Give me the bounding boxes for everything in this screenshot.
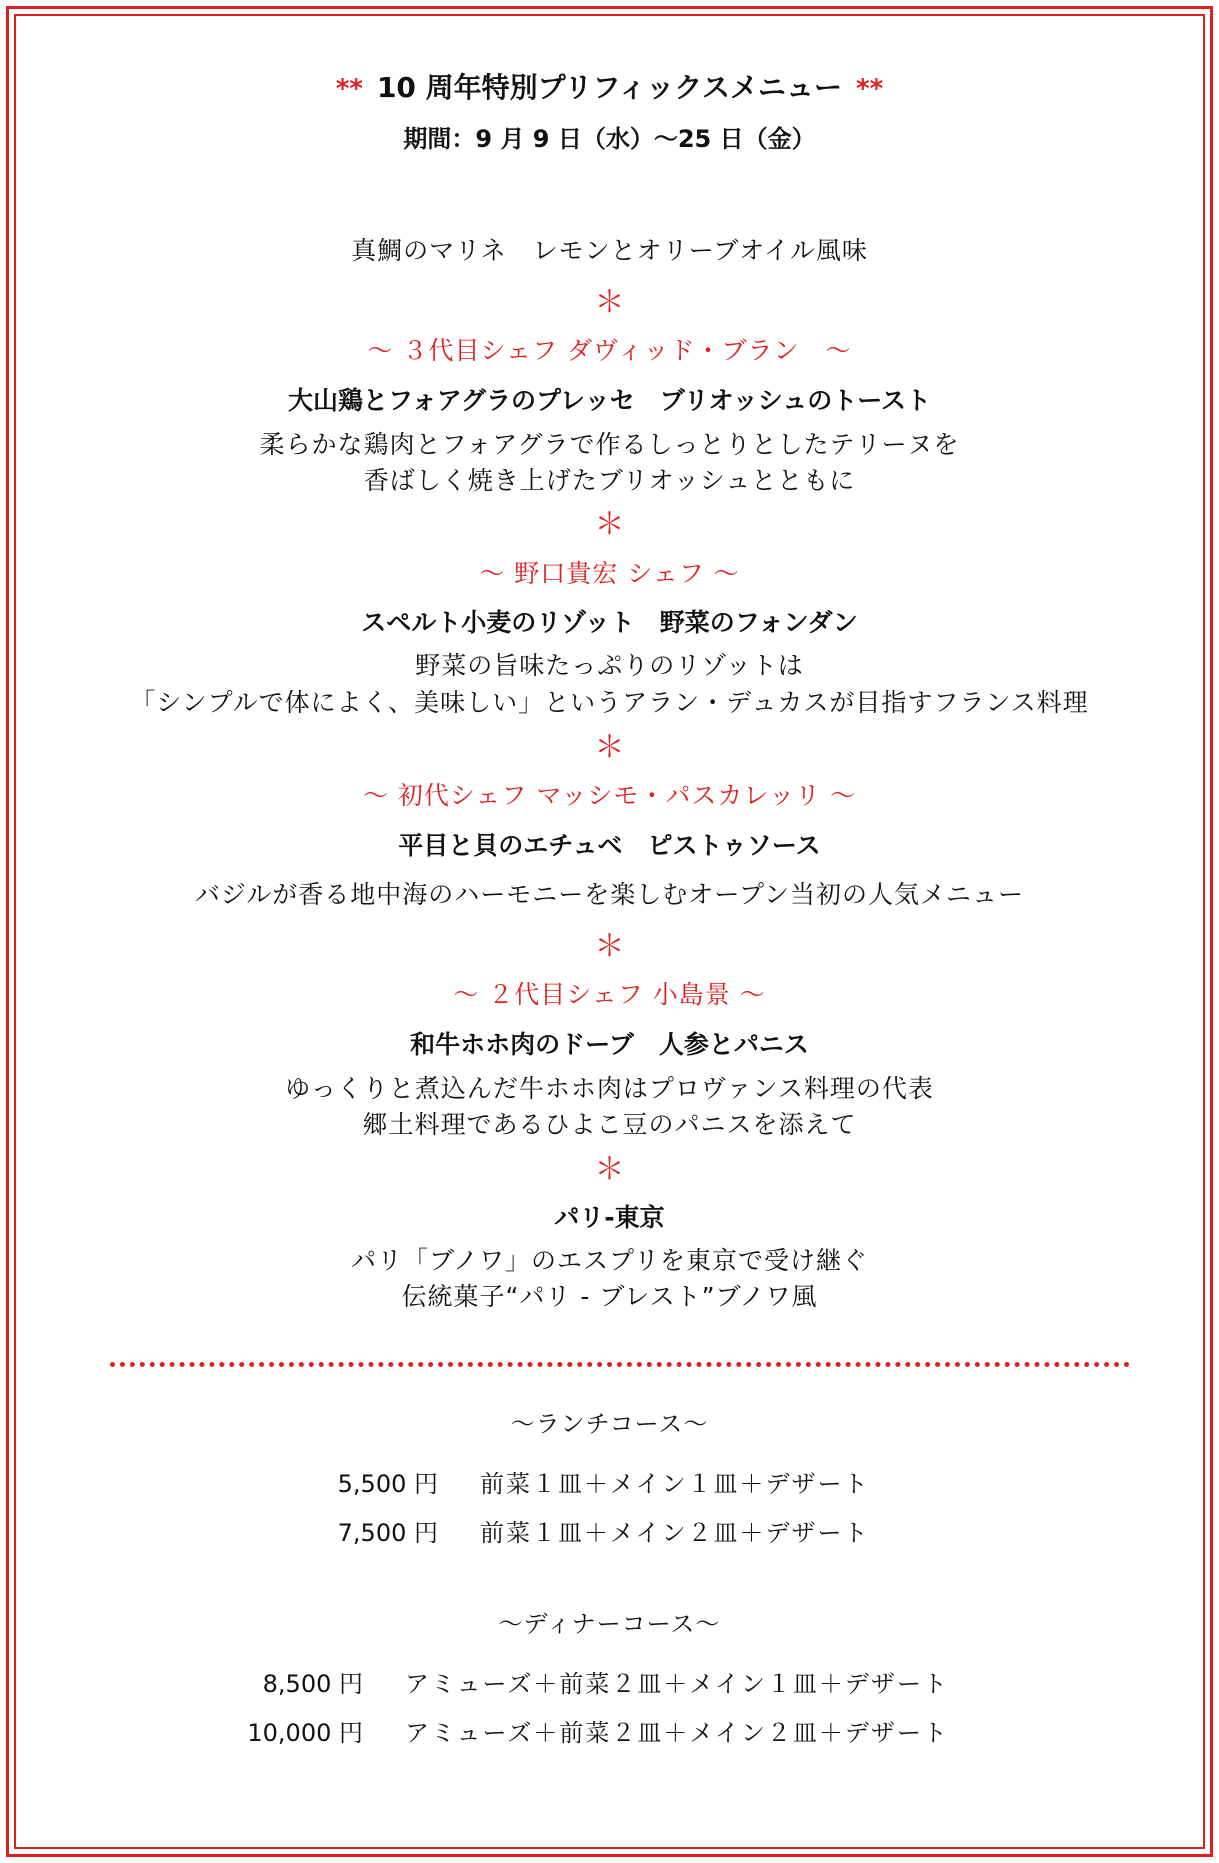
star-decoration-right: ** — [856, 74, 884, 104]
separator-asterisk: ＊ — [594, 507, 625, 542]
menu-title-text: 10 周年特別プリフィックスメニュー — [376, 71, 843, 104]
chef-credit: ～ 野口貴宏 シェフ ～ — [479, 559, 740, 588]
dish-description: 柔らかな鶏肉とフォアグラで作るしっとりとしたテリーヌを — [259, 430, 960, 459]
course-description: アミューズ＋前菜２皿＋メイン２皿＋デザート — [405, 1719, 949, 1747]
separator-asterisk: ＊ — [594, 1152, 625, 1187]
dish-name: スペルト小麦のリゾット 野菜のフォンダン — [361, 608, 858, 637]
chef-credit: ～ ２代目シェフ 小島景 ～ — [453, 980, 766, 1009]
course-price: 8,500 円 — [262, 1670, 363, 1698]
dish-name: 平目と貝のエチュベ ピストゥソース — [398, 831, 821, 860]
dish-name: 大山鶏とフォアグラのプレッセ ブリオッシュのトースト — [287, 386, 931, 415]
dish-description: パリ「ブノワ」のエスプリを東京で受け継ぐ — [350, 1246, 868, 1275]
dish-description: バジルが香る地中海のハーモニーを楽しむオープン当初の人気メニュー — [194, 880, 1025, 909]
course-price: 7,500 円 — [337, 1519, 438, 1547]
dotted-divider — [110, 1362, 1130, 1367]
course-description: 前菜１皿＋メイン１皿＋デザート — [480, 1470, 870, 1498]
dish-name: 和牛ホホ肉のドーブ 人参とパニス — [410, 1030, 809, 1059]
menu-period: 期間：9 月 9 日（水）～25 日（金） — [403, 125, 816, 153]
dish-description: 伝統菓子“パリ - ブレスト”ブノワ風 — [401, 1282, 818, 1311]
menu-title — [0, 71, 1219, 104]
dish-description: ゆっくりと煮込んだ牛ホホ肉はプロヴァンス料理の代表 — [285, 1074, 934, 1103]
course-description: アミューズ＋前菜２皿＋メイン１皿＋デザート — [405, 1670, 949, 1698]
course-price: 5,500 円 — [337, 1470, 438, 1498]
dish-description: 「シンプルで体によく、美味しい」というアラン・デュカスが目指すフランス料理 — [130, 688, 1089, 717]
chef-credit: ～ 初代シェフ マッシモ・パスカレッリ ～ — [362, 781, 857, 810]
dinner-course-title: ～ディナーコース～ — [498, 1610, 721, 1638]
star-decoration-left: ** — [335, 74, 363, 104]
starter-dish: 真鯛のマリネ レモンとオリーブオイル風味 — [351, 236, 868, 265]
course-description: 前菜１皿＋メイン２皿＋デザート — [480, 1519, 870, 1547]
chef-credit: ～ ３代目シェフ ダヴィッド・ブラン ～ — [367, 336, 852, 365]
dish-name: パリ-東京 — [554, 1203, 665, 1232]
separator-asterisk: ＊ — [594, 929, 625, 964]
dish-description: 香ばしく焼き上げたブリオッシュとともに — [363, 466, 856, 495]
lunch-course-title: ～ランチコース～ — [510, 1410, 709, 1438]
separator-asterisk: ＊ — [594, 730, 625, 765]
separator-asterisk: ＊ — [594, 285, 625, 320]
dish-description: 野菜の旨味たっぷりのリゾットは — [415, 651, 804, 680]
dish-description: 郷土料理であるひよこ豆のパニスを添えて — [362, 1110, 857, 1139]
course-price: 10,000 円 — [247, 1719, 363, 1747]
